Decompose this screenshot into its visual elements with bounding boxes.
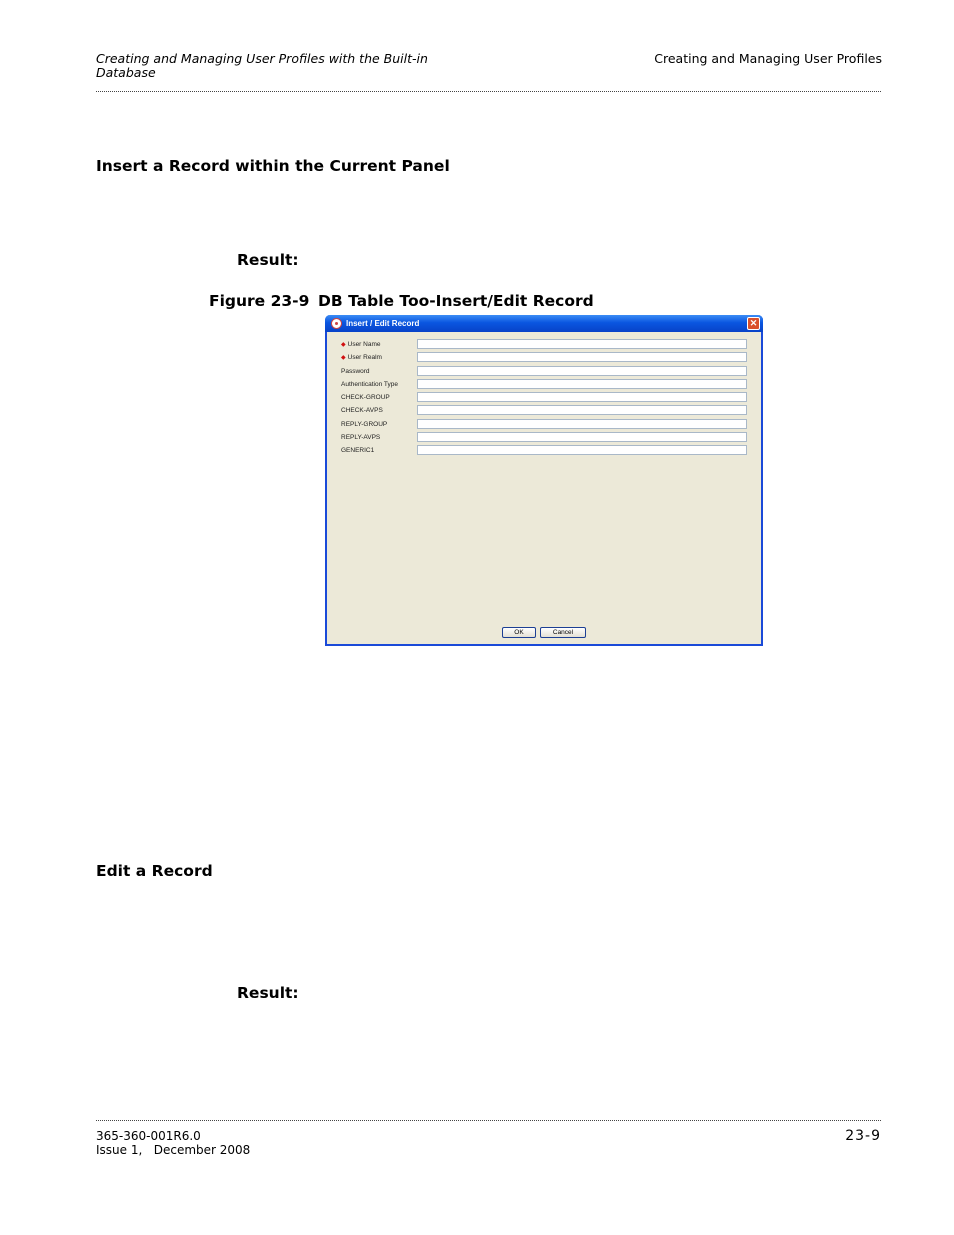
field-label xyxy=(341,419,387,430)
java-app-icon xyxy=(331,318,342,329)
page-number: 23-9 xyxy=(845,1128,881,1144)
footer-doc-info xyxy=(96,1129,250,1157)
field-label xyxy=(341,379,398,390)
insert-edit-record-dialog xyxy=(325,315,763,646)
field-row xyxy=(341,366,751,378)
field-input[interactable] xyxy=(417,445,747,455)
field-label-text: REPLY-AVPS xyxy=(341,433,381,441)
doc-number: 365-360-001R6.0 xyxy=(96,1129,201,1143)
result-label-edit: Result: xyxy=(237,984,299,1002)
field-label-text: User Realm xyxy=(347,354,382,362)
field-label xyxy=(341,366,370,377)
required-marker-icon: ◆ xyxy=(341,342,346,348)
field-row xyxy=(341,432,751,444)
field-row xyxy=(341,379,751,391)
header-left-title: Creating and Managing User Profiles with the Built-in Database xyxy=(96,51,428,80)
field-row xyxy=(341,419,751,431)
section-heading-insert: Insert a Record within the Current Panel xyxy=(96,157,450,175)
field-label-text: User Name xyxy=(347,341,381,348)
field-label xyxy=(341,352,382,364)
footer-divider xyxy=(96,1120,881,1121)
figure-caption-number: Figure 23-9 xyxy=(209,292,310,310)
field-input[interactable] xyxy=(417,432,747,442)
field-label xyxy=(341,445,374,456)
cancel-button[interactable]: Cancel xyxy=(540,627,586,638)
field-label xyxy=(341,392,390,403)
header-divider xyxy=(96,91,881,92)
field-input[interactable] xyxy=(417,366,747,376)
field-label-text: CHECK-GROUP xyxy=(341,394,390,401)
field-row xyxy=(341,445,751,457)
field-input[interactable] xyxy=(417,352,747,362)
field-row xyxy=(341,392,751,404)
field-label xyxy=(341,339,381,351)
section-heading-edit: Edit a Record xyxy=(96,862,213,880)
ok-button[interactable]: OK xyxy=(502,627,536,638)
required-marker-icon: ◆ xyxy=(341,355,346,362)
field-label-text: REPLY-GROUP xyxy=(341,420,388,428)
dialog-title: Insert / Edit Record xyxy=(346,319,420,328)
field-input[interactable] xyxy=(417,392,747,402)
result-label-insert: Result: xyxy=(237,251,299,269)
field-label-text: Authentication Type xyxy=(341,380,398,388)
field-label-text: Password xyxy=(341,367,370,375)
field-input[interactable] xyxy=(417,405,747,415)
field-label-text: GENERIC1 xyxy=(341,447,375,454)
field-row xyxy=(341,339,751,351)
field-input[interactable] xyxy=(417,339,747,349)
field-row xyxy=(341,352,751,364)
field-label xyxy=(341,432,380,443)
field-row xyxy=(341,405,751,417)
dialog-titlebar[interactable] xyxy=(325,315,763,332)
field-label-text: CHECK-AVPS xyxy=(341,407,383,415)
field-label xyxy=(341,405,383,416)
close-icon[interactable]: ✕ xyxy=(747,317,760,330)
field-input[interactable] xyxy=(417,419,747,429)
figure-caption-text: DB Table Too-Insert/Edit Record xyxy=(318,292,594,310)
header-right-title: Creating and Managing User Profiles xyxy=(654,51,882,66)
issue-date: Issue 1, December 2008 xyxy=(96,1143,251,1157)
field-input[interactable] xyxy=(417,379,747,389)
